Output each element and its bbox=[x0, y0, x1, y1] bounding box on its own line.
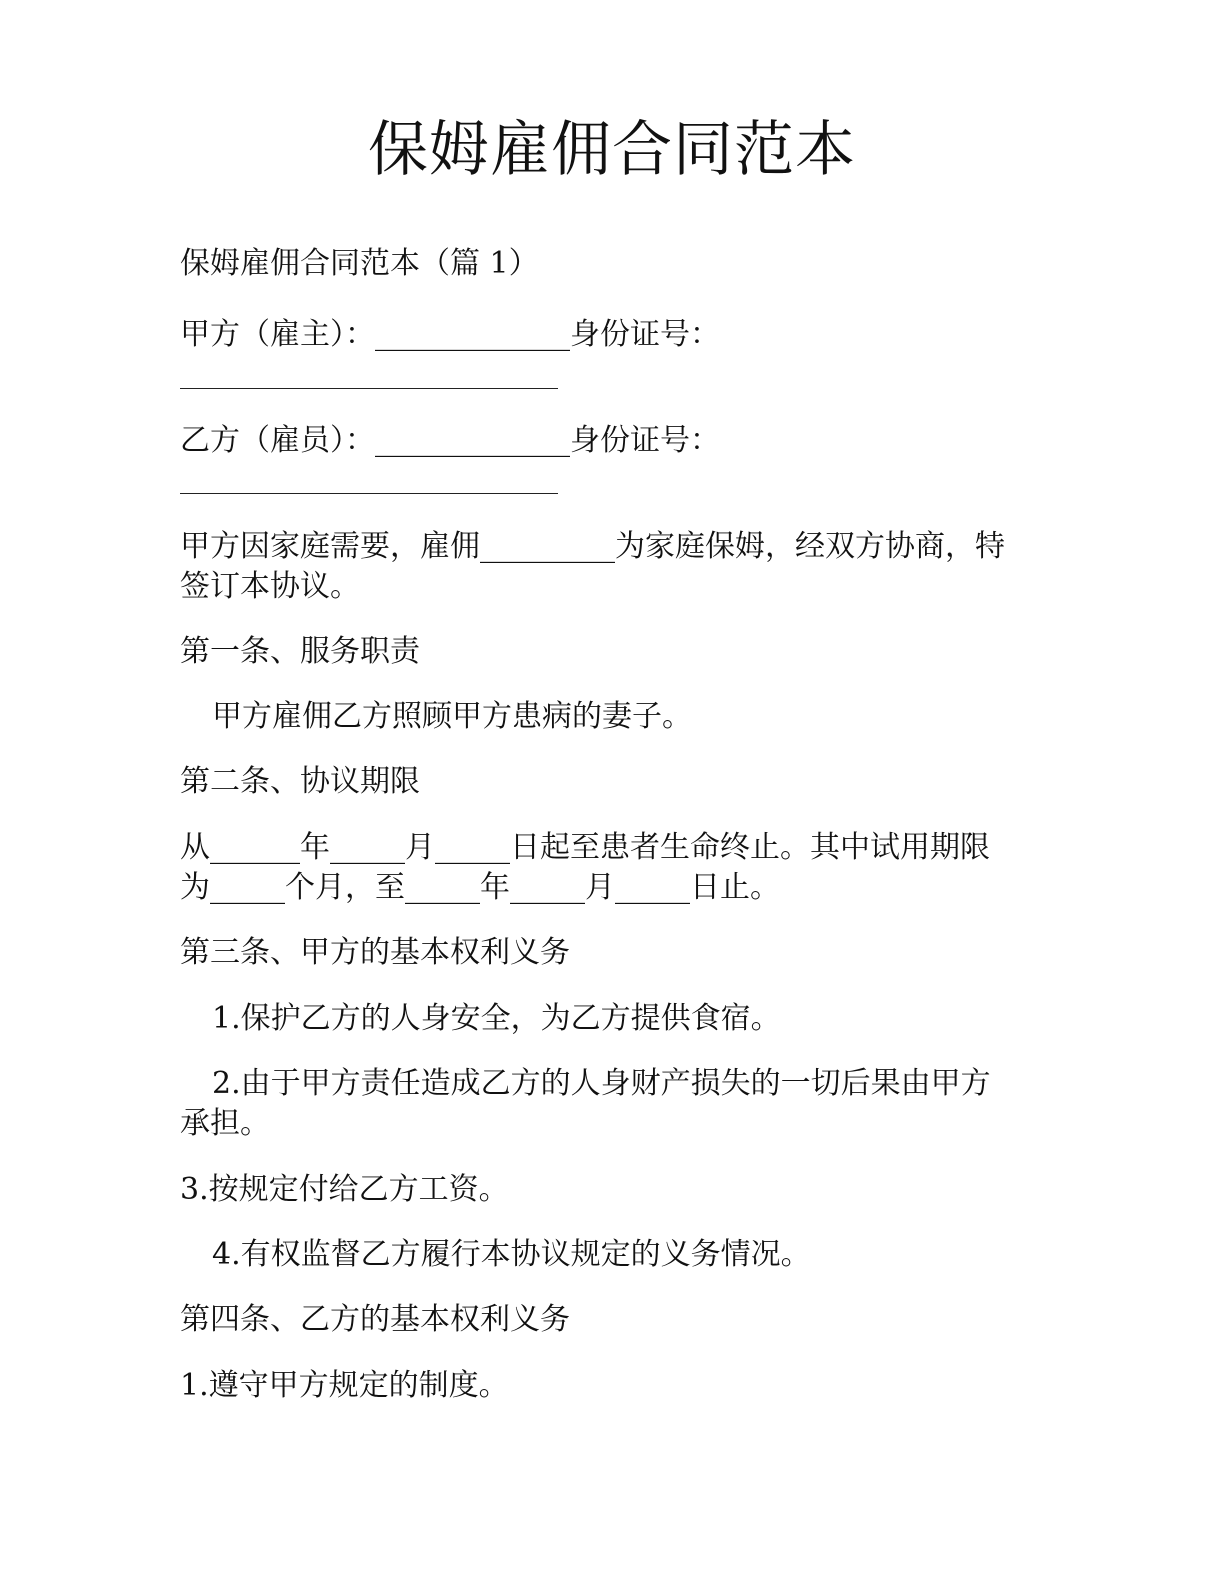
article-4-heading: 第四条、乙方的基本权利义务 bbox=[180, 1302, 570, 1337]
article-3-item-3: 3.按规定付给乙方工资。 bbox=[180, 1172, 509, 1207]
article-3-item-1: 1.保护乙方的人身安全，为乙方提供食宿。 bbox=[212, 1001, 781, 1036]
article-2-heading: 第二条、协议期限 bbox=[180, 764, 420, 799]
intro-line-2: 签订本协议。 bbox=[180, 569, 360, 604]
article-4-item-1: 1.遵守甲方规定的制度。 bbox=[180, 1368, 509, 1403]
party-a-line: 甲方（雇主）：_____________身份证号： bbox=[180, 317, 720, 352]
party-a-id-blank bbox=[180, 388, 558, 389]
party-b-line: 乙方（雇员）：_____________身份证号： bbox=[180, 423, 720, 458]
article-2-text-line-2: 为_____个月，至_____年_____月_____日止。 bbox=[180, 870, 780, 905]
article-3-heading: 第三条、甲方的基本权利义务 bbox=[180, 935, 570, 970]
article-3-item-2-line-1: 2.由于甲方责任造成乙方的人身财产损失的一切后果由甲方 bbox=[212, 1066, 991, 1101]
article-2-text-line-1: 从______年_____月_____日起至患者生命终止。其中试用期限 bbox=[180, 830, 990, 865]
article-1-heading: 第一条、服务职责 bbox=[180, 634, 420, 669]
intro-line-1: 甲方因家庭需要，雇佣_________为家庭保姆，经双方协商，特 bbox=[180, 529, 1005, 564]
article-3-item-4: 4.有权监督乙方履行本协议规定的义务情况。 bbox=[212, 1237, 811, 1272]
document-title: 保姆雇佣合同范本 bbox=[368, 115, 856, 185]
section-heading: 保姆雇佣合同范本（篇 1） bbox=[180, 246, 539, 281]
party-b-id-blank bbox=[180, 493, 558, 494]
article-3-item-2-line-2: 承担。 bbox=[180, 1106, 270, 1141]
article-1-text: 甲方雇佣乙方照顾甲方患病的妻子。 bbox=[212, 699, 692, 734]
